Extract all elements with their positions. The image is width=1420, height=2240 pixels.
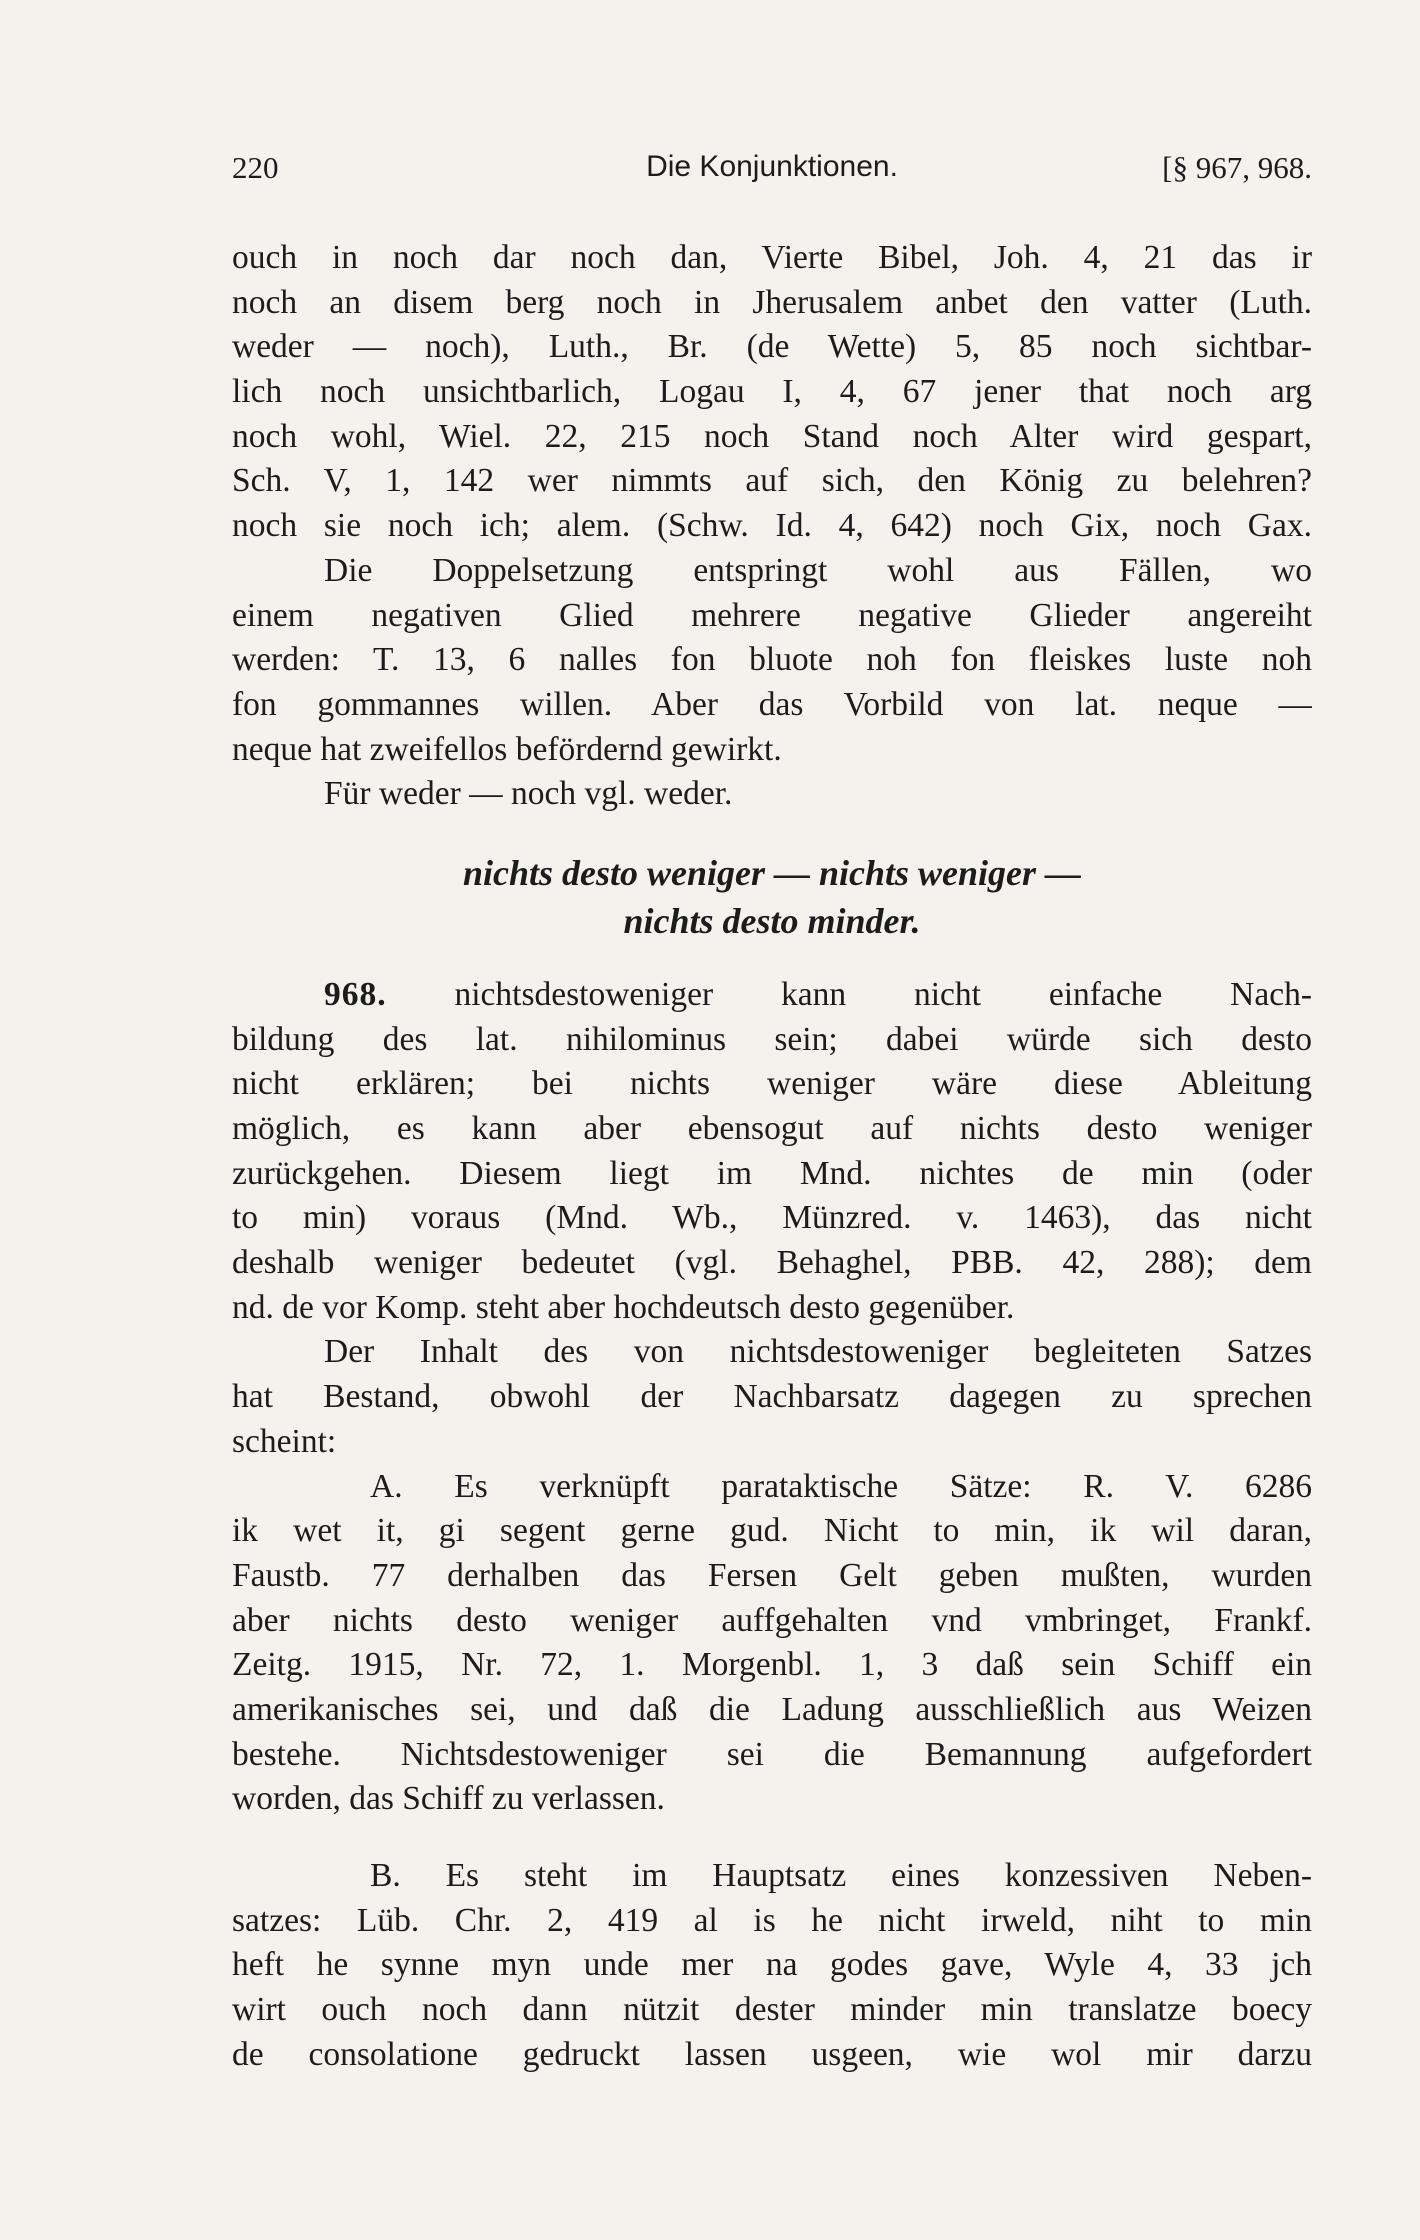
text-line: nd. de vor Komp. steht aber hochdeutsch desto gegenüber.	[232, 1288, 1015, 1326]
text-line: Sch. V, 1, 142 wer nimmts auf sich, den König zu belehren?	[232, 462, 1312, 500]
text-line: neque hat zweifellos befördernd gewirkt.	[232, 730, 782, 768]
body-text	[232, 236, 1312, 2077]
section-number: 968.	[324, 975, 387, 1013]
text-line	[232, 973, 1312, 1018]
text-line: satzes: Lüb. Chr. 2, 419 al is he nicht irweld, niht to min	[232, 1901, 1312, 1939]
section-heading-line-1: nichts desto weniger — nichts weniger —	[462, 852, 1082, 893]
spacer	[232, 817, 1312, 849]
text-line: A. Es verknüpft parataktische Sätze: R. V. 6286	[370, 1467, 1312, 1505]
text-line: bestehe. Nichtsdestoweniger sei die Bemannung aufgefordert	[232, 1735, 1312, 1773]
text-line: deshalb weniger bedeutet (vgl. Behaghel, PBB. 42, 288); dem	[232, 1244, 1312, 1282]
text-line: wirt ouch noch dann nützit dester minder min translatze boecy	[232, 1991, 1312, 2029]
text-line: fon gommannes willen. Aber das Vorbild von lat. neque —	[232, 685, 1312, 723]
text-line: heft he synne myn unde mer na godes gave, Wyle 4, 33 jch	[232, 1946, 1312, 1984]
text-line: werden: T. 13, 6 nalles fon bluote noh fon fleiskes luste noh	[232, 641, 1312, 679]
section-reference: [§ 967, 968.	[1162, 150, 1312, 185]
text-line: zurückgehen. Diesem liegt im Mnd. nichtes de min (oder	[232, 1154, 1312, 1192]
text-line: B. Es steht im Hauptsatz eines konzessiven Neben-	[370, 1857, 1312, 1894]
spacer	[232, 1822, 1312, 1854]
text-line: lich noch unsichtbarlich, Logau I, 4, 67 jener that noch arg	[232, 373, 1312, 411]
page-number: 220	[232, 150, 279, 185]
text-line: scheint:	[232, 1422, 337, 1460]
running-header	[232, 150, 1312, 190]
text-line: weder — noch), Luth., Br. (de Wette) 5, 85 noch sichtbar-	[232, 328, 1312, 366]
text-line: ik wet it, gi segent gerne gud. Nicht to min, ik wil daran,	[232, 1512, 1312, 1550]
text-line: einem negativen Glied mehrere negative Glieder angereiht	[232, 596, 1312, 634]
text-line: Die Doppelsetzung entspringt wohl aus Fällen, wo	[324, 551, 1312, 589]
text-line: Faustb. 77 derhalben das Fersen Gelt geben mußten, wurden	[232, 1556, 1312, 1594]
text-line: hat Bestand, obwohl der Nachbarsatz dagegen zu sprechen	[232, 1378, 1312, 1416]
text-line: nicht erklären; bei nichts weniger wäre diese Ableitung	[232, 1065, 1312, 1103]
text-line: noch sie noch ich; alem. (Schw. Id. 4, 642) noch Gix, noch Gax.	[232, 507, 1312, 545]
text-line: de consolatione gedruckt lassen usgeen, wie wol mir darzu	[232, 2035, 1312, 2073]
text-line: Für weder — noch vgl. weder.	[324, 775, 733, 813]
section-heading-line-2: nichts desto minder.	[623, 900, 921, 941]
text-line-content: nichtsdestoweniger kann nicht einfache Nach-	[454, 975, 1312, 1013]
text-line: to min) voraus (Mnd. Wb., Münzred. v. 1463), das nicht	[232, 1199, 1312, 1237]
text-line: worden, das Schiff zu verlassen.	[232, 1780, 665, 1818]
text-line: Der Inhalt des von nichtsdestoweniger begleiteten Satzes	[324, 1333, 1312, 1371]
running-title: Die Konjunktionen.	[646, 150, 898, 183]
text-line: noch wohl, Wiel. 22, 215 noch Stand noch Alter wird gespart,	[232, 417, 1312, 455]
text-line: Zeitg. 1915, Nr. 72, 1. Morgenbl. 1, 3 daß sein Schiff ein	[232, 1646, 1312, 1684]
text-line: bildung des lat. nihilominus sein; dabei würde sich desto	[232, 1020, 1312, 1058]
text-line: möglich, es kann aber ebensogut auf nichts desto weniger	[232, 1110, 1312, 1147]
text-line: amerikanisches sei, und daß die Ladung ausschließlich aus Weizen	[232, 1690, 1312, 1728]
text-line: ouch in noch dar noch dan, Vierte Bibel, Joh. 4, 21 das ir	[232, 239, 1312, 276]
spacer	[232, 945, 1312, 973]
text-line: aber nichts desto weniger auffgehalten vnd vmbringet, Frankf.	[232, 1601, 1312, 1639]
text-line: noch an disem berg noch in Jherusalem anbet den vatter (Luth.	[232, 283, 1312, 321]
